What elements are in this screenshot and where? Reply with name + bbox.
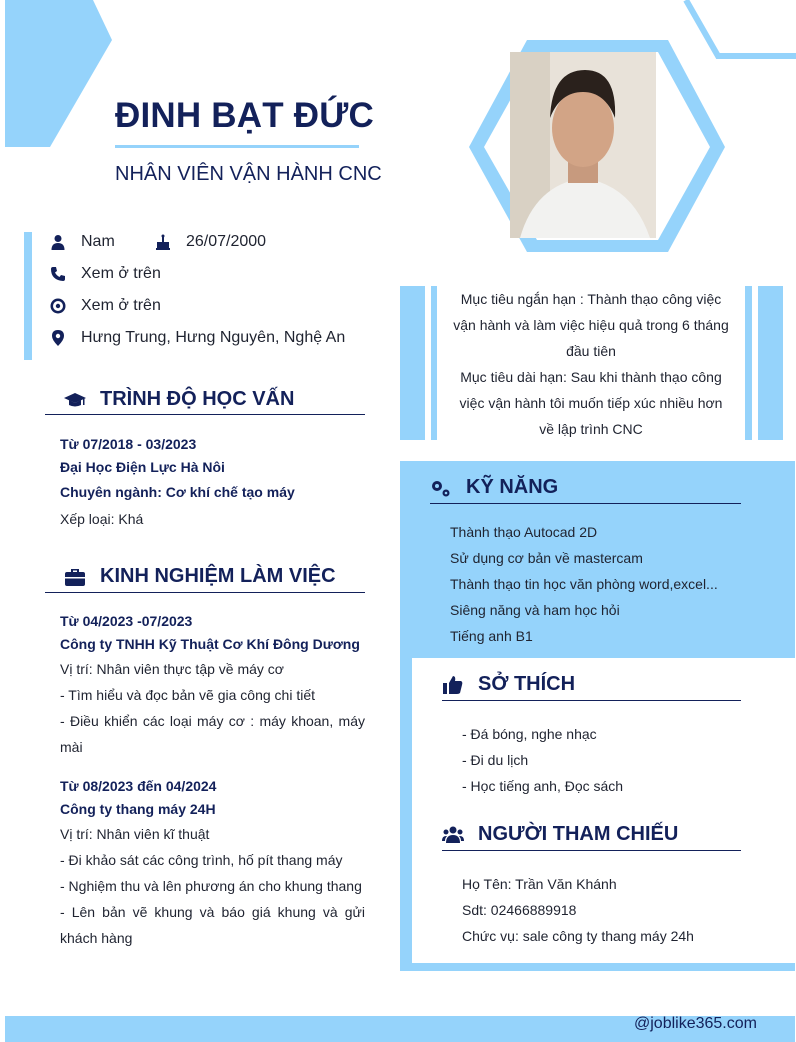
- hobbies-rule: [442, 700, 741, 701]
- birthday-value: 26/07/2000: [186, 233, 267, 250]
- reference-name: Họ Tên: Trần Văn Khánh: [462, 876, 617, 892]
- contact-address: [50, 329, 345, 347]
- top-left-accent-shape: [5, 0, 112, 147]
- reference-phone: Sdt: 02466889918: [462, 902, 577, 918]
- objective-bar-right: [758, 286, 783, 440]
- skill-item: Thành thạo Autocad 2D: [450, 524, 598, 540]
- name-underline: [115, 145, 359, 148]
- phone-icon: [50, 266, 66, 282]
- email-value: Xem ở trên: [81, 297, 161, 314]
- education-major: Chuyên ngành: Cơ khí chế tạo máy: [60, 484, 295, 500]
- career-objective: [452, 286, 730, 442]
- objective-bar-left-thin: [431, 286, 437, 440]
- objective-short: Mục tiêu ngắn hạn : Thành thạo công việc vận hành và làm việc hiệu quả trong 6 tháng đầu tiên: [453, 291, 729, 359]
- objective-bar-left: [400, 286, 425, 440]
- experience-rule: [45, 592, 365, 593]
- job-period: Từ 04/2023 -07/2023: [60, 613, 193, 629]
- job-entry: [60, 775, 365, 951]
- job-position: Vị trí: Nhân viên thực tập về máy cơ: [60, 661, 284, 677]
- panel-bottom-border: [400, 963, 795, 971]
- hobby-item: - Học tiếng anh, Đọc sách: [462, 778, 624, 794]
- gender-value: Nam: [81, 233, 115, 250]
- users-icon: [442, 825, 464, 845]
- education-period: Từ 07/2018 - 03/2023: [60, 436, 197, 452]
- job-title: NHÂN VIÊN VẬN HÀNH CNC: [115, 163, 382, 185]
- job-duty: - Nghiệm thu và lên phương án cho khung thang: [60, 878, 362, 894]
- contact-accent-bar: [24, 232, 32, 360]
- objective-long: Mục tiêu dài hạn: Sau khi thành thạo công việc vận hành tôi muốn tiếp xúc nhiều hơn về lập trình CNC: [459, 369, 723, 437]
- reference-position: Chức vụ: sale công ty thang máy 24h: [462, 928, 694, 944]
- address-value: Hưng Trung, Hưng Nguyên, Nghệ An: [81, 329, 346, 346]
- job-entry: [60, 610, 365, 760]
- skill-item: Tiếng anh B1: [450, 628, 533, 644]
- job-period: Từ 08/2023 đến 04/2024: [60, 778, 217, 794]
- skill-item: Thành thạo tin học văn phòng word,excel...: [450, 576, 718, 592]
- phone-value: Xem ở trên: [81, 265, 161, 282]
- hobbies-list: [462, 721, 623, 799]
- education-heading: [64, 388, 294, 411]
- email-at-icon: [50, 298, 66, 314]
- hobby-item: - Đá bóng, nghe nhạc: [462, 726, 597, 742]
- briefcase-icon: [64, 567, 86, 587]
- objective-bar-right-thin: [745, 286, 752, 440]
- skill-item: Siêng năng và ham học hỏi: [450, 602, 620, 618]
- job-company: Công ty TNHH Kỹ Thuật Cơ Khí Đông Dương: [60, 636, 360, 652]
- reference-rule: [442, 850, 741, 851]
- birthday-cake-icon: [155, 234, 171, 250]
- contact-birthday: [155, 233, 266, 251]
- graduation-cap-icon: [64, 390, 86, 410]
- hobbies-title: SỞ THÍCH: [478, 673, 576, 695]
- job-duty: - Điều khiển các loại máy cơ : máy khoan, máy mài: [60, 713, 365, 755]
- job-position: Vị trí: Nhân viên kĩ thuật: [60, 826, 210, 842]
- skill-item: Sử dụng cơ bản về mastercam: [450, 550, 643, 566]
- skills-rule: [430, 503, 741, 504]
- gears-icon: [430, 478, 452, 498]
- job-company: Công ty thang máy 24H: [60, 801, 216, 817]
- contact-email: [50, 297, 161, 315]
- skills-title: KỸ NĂNG: [466, 476, 559, 498]
- hobbies-heading: [442, 673, 575, 696]
- job-duty: - Lên bản vẽ khung và báo giá khung và gửi khách hàng: [60, 904, 365, 946]
- location-pin-icon: [50, 330, 66, 346]
- skills-heading: [430, 476, 558, 499]
- top-right-accent-line: [686, 0, 796, 56]
- skills-list: [450, 519, 718, 649]
- panel-left-border: [400, 658, 412, 971]
- thumbs-up-icon: [442, 675, 464, 695]
- education-school: Đại Học Điện Lực Hà Nôi: [60, 459, 225, 475]
- avatar: [510, 52, 656, 238]
- footer-brand: @joblike365.com: [634, 1015, 757, 1032]
- user-icon: [50, 234, 66, 250]
- contact-phone: [50, 265, 161, 283]
- reference-details: [462, 871, 694, 949]
- job-duty: - Tìm hiểu và đọc bản vẽ gia công chi tiết: [60, 687, 315, 703]
- reference-heading: [442, 823, 678, 846]
- candidate-name: ĐINH BẠT ĐỨC: [115, 96, 374, 135]
- experience-heading: [64, 565, 336, 588]
- experience-title: KINH NGHIỆM LÀM VIỆC: [100, 565, 336, 587]
- contact-gender: [50, 233, 115, 251]
- education-title: TRÌNH ĐỘ HỌC VẤN: [100, 388, 295, 410]
- hobby-item: - Đi du lịch: [462, 752, 529, 768]
- job-duty: - Đi khảo sát các công trình, hố pít thang máy: [60, 852, 343, 868]
- education-rule: [45, 414, 365, 415]
- reference-title: NGƯỜI THAM CHIẾU: [478, 823, 679, 845]
- education-grade: Xếp loại: Khá: [60, 511, 144, 527]
